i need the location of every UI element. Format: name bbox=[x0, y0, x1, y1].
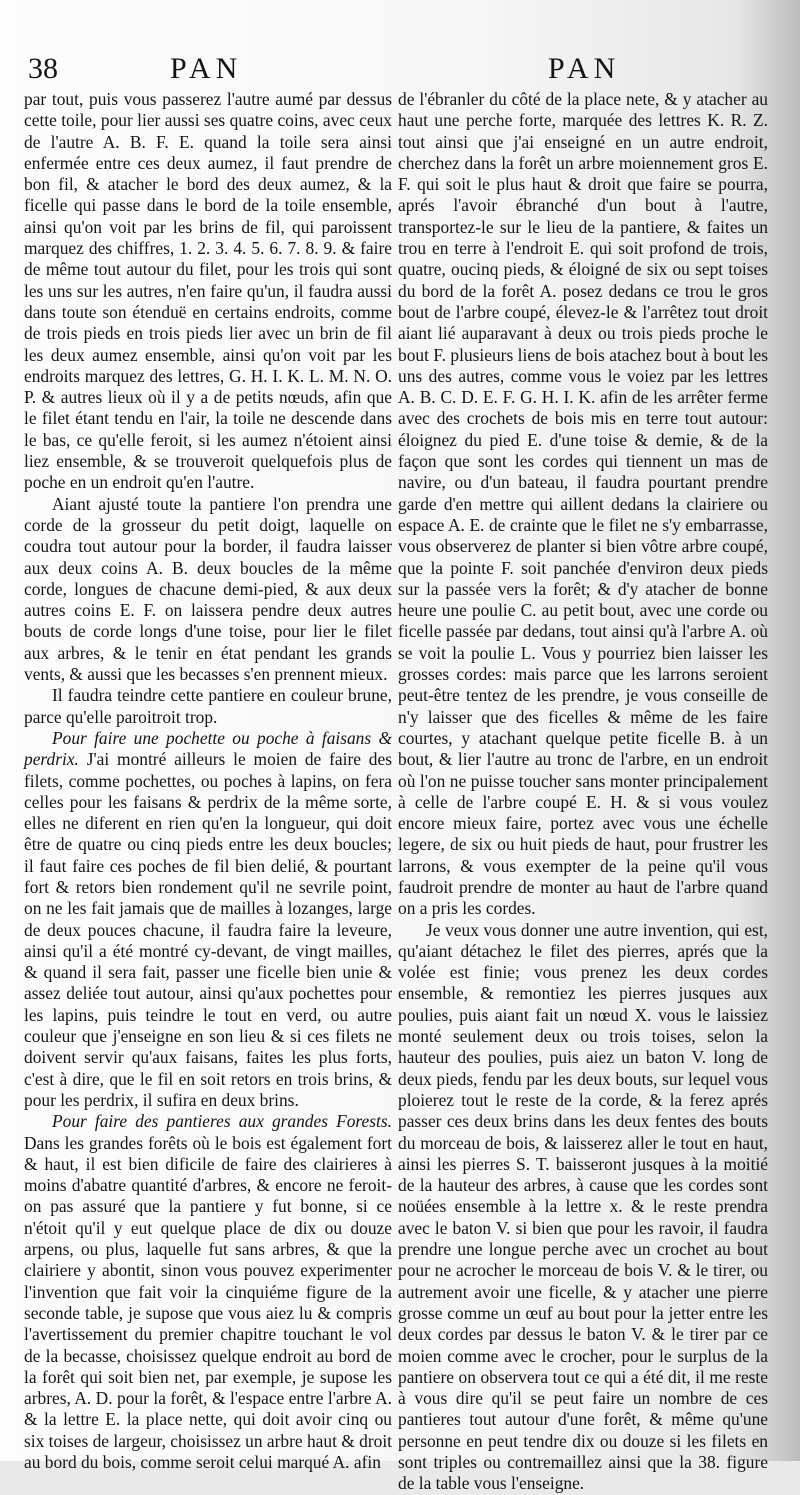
paragraph: de l'ébranler du côté de la place nete, & y atacher au haut une perche forte, marquée des lettres K. R. Z. tout ainsi que j'ai enseigné en un autre endroit, cherchez dans la forêt un arbre moiennement gros E. F. qui soit le plus haut & droit que faire se pourra, aprés l'avoir ébranché d'un bout à l'autre, transportez-le sur le lieu de la pantiere, & faites un trou en terre à l'endroit E. qui soit profond de trois, quatre, oucinq pieds, & éloigné de six ou sept toises du bord de la forêt A. posez dedans ce trou le gros bout de l'arbre coupé, élevez-le & l'arrêtez tout droit aiant lié auparavant à deux ou trois pieds proche le bout F. plusieurs liens de bois atachez bout à bout les uns des autres, comme vous le voiez par les lettres A. B. C. D. E. F. G. H. I. K. afin de les arrêter ferme avec des crochets de bois mis en terre tout autour: éloignez du pied E. d'une toise & demie, & de la façon que sont les cordes qui tiennent un mas de navire, ou d'un bateau, il faudra pourtant prendre garde d'en mettre qui aillent dedans la clairiere ou espace A. E. de crainte que le filet ne s'y embarrasse, vous observerez de planter si bien vôtre arbre coupé, que la pointe F. soit panchée d'environ deux pieds sur la passée vers la forêt; & d'y atacher de bonne heure une poulie C. au petit bout, avec une corde ou ficelle passée par dedans, tout ainsi qu'à l'arbre A. où se voit la poulie L. Vous y pourriez bien laisser les grosses cordes: mais parce que les larrons seroient peut-être tentez de les prendre, je vous conseille de n'y laisser que des ficelles & même de les faire courtes, y atachant quelque petite ficelle B. à un bout, & lier l'autre au tronc de l'arbre, en un endroit où l'on ne puisse toucher sans monter principalement à celle de l'arbre coupé E. H. & si vous voulez encore mieux faire, portez avec vous une échelle legere, de six ou huit pieds de haut, pour frustrer les larrons, & vous exempter de la peine qu'il vous faudroit prendre de monter au haut de l'arbre quand on a pris les cordes. bbox=[398, 89, 768, 919]
paragraph: Pour faire une pochette ou poche à faisans & perdrix. J'ai montré ailleurs le moien de faire des filets, comme pochettes, ou poches à lapins, on fera celles pour les faisans & perdrix de la même sorte, elles ne diferent en rien qu'en la longueur, qui doit être de quatre ou cinq pieds entre les deux boucles; il faut faire ces poches de fil bien delié, & pourtant fort & retors bien rondement qu'il ne sevrile point, on ne les fait jamais que de mailles à lozanges, large de deux pouces chacune, il faudra faire la leveure, ainsi qu'il a été montré cy-devant, de vingt mailles, & quand il sera fait, passer une ficelle bien unie & assez deliée tout autour, ainsi qu'aux pochettes pour les lapins, puis teindre le tout en verd, ou autre couleur que j'enseigne en son lieu & si ces filets ne doivent servir qu'aux faisans, faites les plus forts, c'est à dire, que le fil en soit retors en trois brins, & pour les perdrix, il sufira en deux brins. bbox=[24, 727, 392, 1110]
running-head-right: PAN bbox=[548, 52, 621, 85]
left-column bbox=[24, 89, 392, 1472]
paragraph: Pour faire des pantieres aux grandes Forests. Dans les grandes forêts où le bois est également fort & haut, il est bien dificile de faire des clairieres à moins d'abatre quantité d'arbres, & encore ne feroit-on pas assuré que la pantiere y fut bonne, si ce n'étoit qu'il y eut quelque place de dix ou douze arpens, ou plus, laquelle fut sans arbres, & que la clairiere y abontit, sinon vous pouvez experimenter l'invention que fait voir la cinquiéme figure de la seconde table, je supose que vous aiez lu & compris l'avertissement du premier chapitre touchant le vol de la becasse, choisissez quelque endroit au bord de la forêt qui soit bien net, par exemple, je supose les arbres, A. D. pour la forêt, & l'espace entre l'arbre A. & la lettre E. la place nette, qui doit avoir cinq ou six toises de largeur, choisissez un arbre haut & droit au bord du bois, comme seroit celui marqué A. afin bbox=[24, 1111, 392, 1472]
running-head-left: PAN bbox=[170, 52, 243, 85]
paragraph: par tout, puis vous passerez l'autre aumé par dessus cette toile, pour lier aussi ses quatre coins, avec ceux de l'autre A. B. F. E. quand la toile sera ainsi enfermée entre ces deux aumez, il faut prendre de bon fil, & atacher le bord des deux aumez, & la ficelle qui passe dans le bord de la toile ensemble, ainsi qu'on voit par les brins de fil, qui paroissent marquez des chiffres, 1. 2. 3. 4. 5. 6. 7. 8. 9. & faire de même tout autour du filet, pour les trois qui sont les uns sur les autres, n'en faire qu'un, il faudra aussi dans toute son étenduë en certains endroits, comme de trois pieds en trois pieds lier avec un brin de fil les deux aumez ensemble, ainsi qu'on voit par les endroits marquez des lettres, G. H. I. K. L. M. N. O. P. & autres lieux où il y a de petits nœuds, afin que le filet étant tendu en l'air, la toile ne descende dans le bas, ce qu'elle feroit, si les aumez n'étoient ainsi liez ensemble, & se trouveroit quelquefois plus de poche en un endroit qu'en l'autre. bbox=[24, 89, 392, 493]
page-number: 38 bbox=[28, 52, 58, 85]
running-head bbox=[14, 48, 784, 88]
paragraph: Aiant ajusté toute la pantiere l'on prendra une corde de la grosseur du petit doigt, laquelle on coudra tout autour pour la border, il faudra laisser aux deux coins A. B. deux boucles de la même corde, longues de chacune demi-pied, & aux deux autres coins E. F. on laissera pendre deux autres bouts de corde longs d'une toise, pour lier le filet aux arbres, & le tenir en état pendant les grands vents, & aussi que les becasses s'en prennent mieux. bbox=[24, 493, 392, 685]
section-heading: Pour faire une pochette ou poche à faisans & perdrix. bbox=[24, 727, 392, 770]
paragraph: Il faudra teindre cette pantiere en couleur brune, parce qu'elle paroitroit trop. bbox=[24, 685, 392, 727]
paragraph: Je veux vous donner une autre invention, qui est, qu'aiant détachez le filet des pierres, aprés que la volée est finie; vous prenez les deux cordes ensemble, & remontiez les pierres jusques aux poulies, puis aiant fait un nœud X. vous le laissiez monté seulement deux ou trois toises, selon la hauteur des poulies, puis aiez un baton V. long de deux pieds, fendu par les deux bouts, sur lequel vous ploierez tout le reste de la corde, & la ferez aprés passer ces deux brins dans les deux fentes des bouts du morceau de bois, & laisserez aller le tout en haut, ainsi les pierres S. T. baisseront jusques à la moitié de la hauteur des arbres, à cause que les cordes sont noüées ensemble à la lettre x. & le reste prendra avec le baton V. si bien que pour les ravoir, il faudra prendre une longue perche avec un crochet au bout pour ne acrocher le morceau de bois V. & le tirer, ou autrement avoir une ficelle, & y atacher une pierre grosse comme un œuf au bout pour la jetter entre les deux cordes par dessus le baton V. & le tirer par ce moien comme avec le crocher, pour le surplus de la pantiere on observera tout ce qui a été dit, il me reste à vous dire qu'il se peut faire un nombre de ces pantieres tout autour d'une forêt, & même qu'une personne en peut tendre dix ou douze si les filets en sont triples ou contremaillez ainsi que la 38. figure de la table vous l'enseigne. bbox=[398, 919, 768, 1494]
right-column bbox=[398, 89, 768, 1494]
section-heading: Pour faire des pantieres aux grandes Forests. bbox=[52, 1111, 392, 1132]
